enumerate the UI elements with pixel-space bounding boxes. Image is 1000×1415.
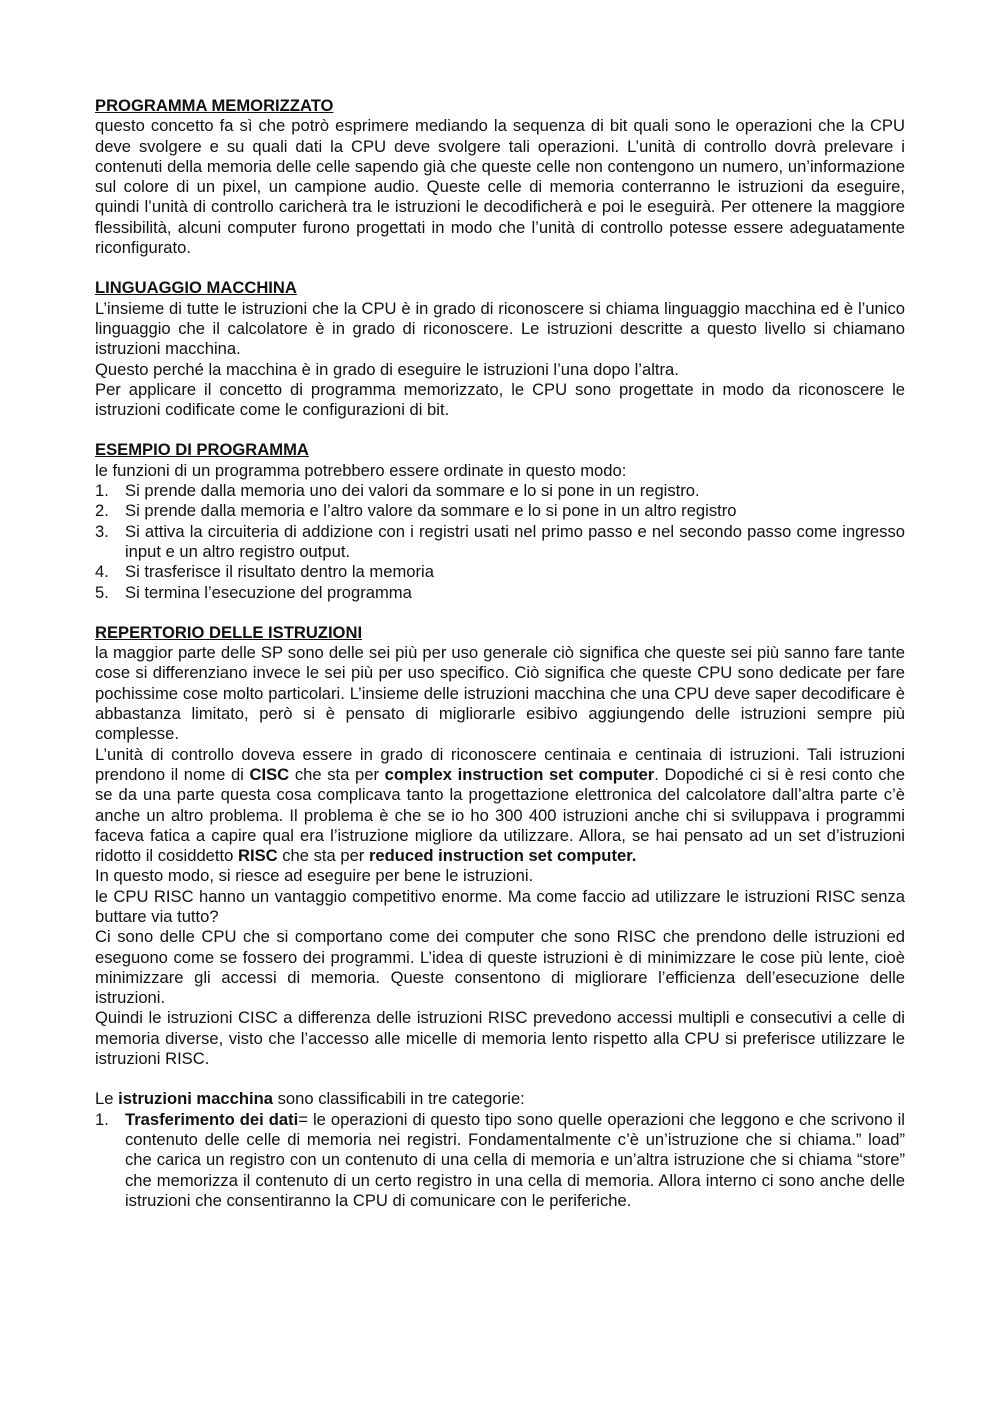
text-run: sono classificabili in tre categorie: — [273, 1089, 525, 1109]
paragraph: le CPU RISC hanno un vantaggio competitivo enorme. Ma come faccio ad utilizzare le istruzioni RISC senza buttare via tutto? — [95, 886, 905, 926]
paragraph: Ci sono delle CPU che si comportano come dei computer che sono RISC che prendono delle istruzioni ed eseguono come se fossero dei programmi. L’idea di queste istruzioni è di minimizzare le cose più lente, cioè minimizzare gli accessi di memoria. Queste consentono di migliorare l’efficienza dell’esecuzione delle istruzioni. — [95, 927, 905, 1008]
section-istruzioni-macchina — [95, 1089, 905, 1211]
paragraph: Quindi le istruzioni CISC a differenza delle istruzioni RISC prevedono accessi multipli e consecutivi a celle di memoria diverse, visto che l’accesso alle micelle di memoria lento rispetto alla CPU si preferisce utilizzare le istruzioni RISC. — [95, 1008, 905, 1069]
list-item-text: Si termina l’esecuzione del programma — [125, 582, 412, 602]
text-run: che sta per — [277, 846, 369, 866]
term-risc: RISC — [237, 846, 278, 866]
list-number: 4. — [95, 562, 109, 582]
list-item — [95, 1110, 905, 1211]
list-item — [95, 522, 905, 563]
numbered-list — [95, 1110, 905, 1211]
section-heading: ESEMPIO DI PROGRAMMA — [95, 440, 309, 460]
list-number: 5. — [95, 582, 109, 602]
list-number: 2. — [95, 501, 109, 521]
paragraph-cisc-risc — [95, 745, 905, 867]
section-heading: REPERTORIO DELLE ISTRUZIONI — [95, 622, 363, 642]
paragraph: L’insieme di tutte le istruzioni che la CPU è in grado di riconoscere si chiama linguaggio macchina ed è l’unico linguaggio che il calcolatore è in grado di riconoscere. Le istruzioni descritte a questo livello si chiamano istruzioni macchina. — [95, 298, 905, 359]
list-number: 3. — [95, 521, 109, 541]
paragraph: Per applicare il concetto di programma memorizzato, le CPU sono progettate in modo da riconoscere le istruzioni codificate come le configurazioni di bit. — [95, 379, 905, 420]
section-repertorio-delle-istruzioni — [95, 623, 905, 1070]
section-linguaggio-macchina — [95, 278, 905, 420]
paragraph: questo concetto fa sì che potrò esprimere mediando la sequenza di bit quali sono le operazioni che la CPU deve svolgere e su quali dati la CPU deve svolgere tali operazioni. L’unità di controllo dovrà prelevare i contenuti della memoria delle celle sapendo già che queste celle non contengono un numero, un’informazione sul colore di un pixel, un campione audio. Queste celle di memoria conterranno le istruzioni da eseguire, quindi l’unità di controllo caricherà tra le istruzioni le decodificherà e poi le eseguirà. Per ottenere la maggiore flessibilità, alcuni computer furono progettati in modo che l’unità di controllo potesse essere adeguatamente riconfigurato. — [95, 116, 905, 258]
section-esempio-di-programma — [95, 440, 905, 602]
term-risc-expansion: reduced instruction set computer. — [368, 846, 637, 866]
list-number: 1. — [95, 1109, 109, 1129]
paragraph: la maggior parte delle SP sono delle sei più per uso generale ciò significa che queste sei più sanno fare tante cose si differenziano invece le sei più per uso specifico. Ciò significa che queste CPU sono dedicate per fare pochissime cose molto particolari. L’insieme delle istruzioni macchina che una CPU deve saper decodificare è abbastanza limitato, però si è pensato di migliorarle esibivo aggiungendo delle istruzioni sempre più complesse. — [95, 643, 905, 744]
term-trasferimento-dati: Trasferimento dei dati — [125, 1109, 299, 1129]
paragraph: le funzioni di un programma potrebbero essere ordinate in questo modo: — [95, 460, 627, 480]
term-cisc: CISC — [249, 764, 290, 784]
text-run: che sta per — [289, 764, 385, 784]
term-cisc-expansion: complex instruction set computer — [384, 764, 655, 784]
text-run: . Dopodiché ci si è resi conto che se da una parte questa cosa complicava tanto la progettazione elettronica del calcolatore dall’altra parte c’è anche un altro problema. Il problema è che se io ho 300 400 istruzioni anche chi si sviluppava i programmi faceva fatica a capire qual era l’istruzione migliore da utilizzare. Allora, se hai pensato ad un set d’istruzioni ridotto il cosiddetto — [95, 764, 905, 866]
list-item — [95, 481, 905, 501]
list-item — [95, 501, 905, 521]
term-istruzioni-macchina: istruzioni macchina — [118, 1089, 273, 1109]
list-number: 1. — [95, 481, 109, 501]
paragraph: In questo modo, si riesce ad eseguire per bene le istruzioni. — [95, 866, 534, 886]
list-item-text: Si trasferisce il risultato dentro la memoria — [125, 562, 434, 582]
list-item — [95, 583, 905, 603]
list-item-text: Si prende dalla memoria uno dei valori da sommare e lo si pone in un registro. — [125, 481, 700, 501]
list-item-text: = le operazioni di questo tipo sono quelle operazioni che leggono e che scrivono il contenuto delle celle di memoria nei registri. Fondamentalmente c’è un’istruzione che si chiama.” load” che carica un registro con un contenuto di una cella di memoria e un’altra istruzione che si chiama “store” che memorizza il contenuto di un certo registro in una cella di memoria. Allora interno ci sono anche delle istruzioni che consentiranno la CPU di comunicare con le periferiche. — [125, 1109, 905, 1210]
text-run: Le — [95, 1089, 119, 1109]
list-item-text: Si attiva la circuiteria di addizione con i registri usati nel primo passo e nel secondo passo come ingresso input e un altro registro output. — [125, 521, 905, 561]
numbered-list — [95, 481, 905, 603]
paragraph — [95, 1089, 905, 1109]
text-run: L’unità di controllo doveva essere in grado di riconoscere centinaia e centinaia di istruzioni. Tali istruzioni prendono il nome di — [95, 744, 905, 784]
paragraph: Questo perché la macchina è in grado di eseguire le istruzioni l’una dopo l’altra. — [95, 359, 679, 379]
list-item — [95, 562, 905, 582]
section-heading: PROGRAMMA MEMORIZZATO — [95, 96, 334, 115]
list-item-text: Si prende dalla memoria e l’altro valore da sommare e lo si pone in un altro registro — [125, 501, 737, 521]
section-programma-memorizzato — [95, 96, 905, 258]
section-heading: LINGUAGGIO MACCHINA — [95, 278, 297, 298]
